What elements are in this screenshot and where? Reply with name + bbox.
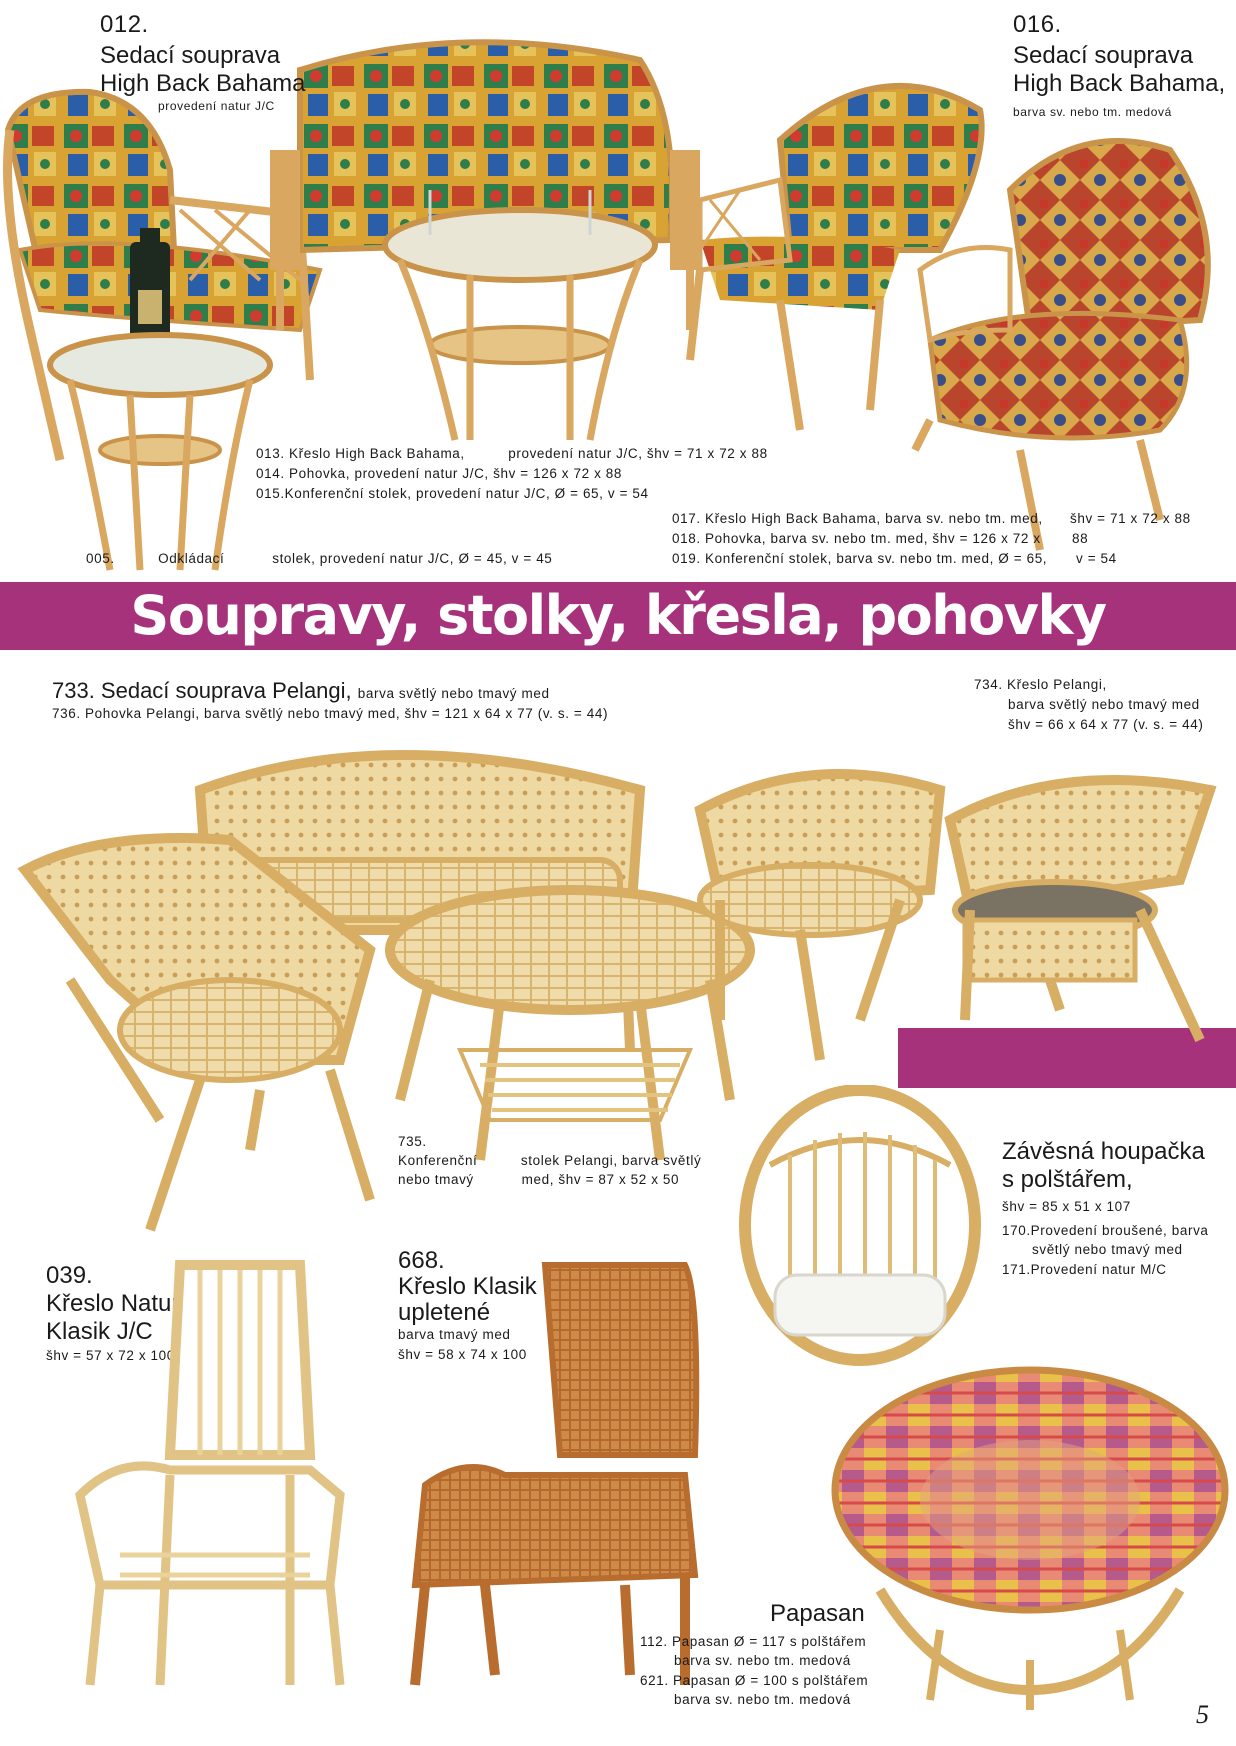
swing-item-171: 171.Provedení natur M/C (1002, 1262, 1167, 1277)
set-dims-018: 88 (1072, 531, 1089, 546)
pelangi-armchair-734 (950, 780, 1210, 1040)
table-735-line2: Konferenční stolek Pelangi, barva světlý (398, 1153, 702, 1168)
papasan-title: Papasan (770, 1600, 865, 1627)
section-banner (0, 582, 1236, 650)
pelangi-set-title (52, 678, 550, 704)
papasan-item-112: 112. Papasan Ø = 117 s polštářem (640, 1634, 867, 1649)
chair-039-title-line1: Křeslo Natur (46, 1290, 180, 1317)
product-title-line1: Sedací souprava (100, 42, 281, 69)
set-item-018: 018. Pohovka, barva sv. nebo tm. med, šhv = 126 x 72 x (672, 531, 1041, 546)
armchair-734-line3: šhv = 66 x 64 x 77 (v. s. = 44) (1008, 717, 1204, 732)
swing-dims: šhv = 85 x 51 x 107 (1002, 1199, 1131, 1214)
product-title-line2: High Back Bahama (100, 70, 306, 97)
papasan-photo (820, 1360, 1230, 1730)
section-title: Soupravy, stolky, křesla, pohovky (130, 584, 1106, 647)
set-item-014: 014. Pohovka, provedení natur J/C, šhv = 126 x 72 x 88 (256, 466, 622, 481)
product-number-012: 012. (100, 11, 149, 38)
swing-item-170: 170.Provedení broušené, barva (1002, 1223, 1209, 1238)
chair-039-photo (60, 1255, 360, 1695)
hanging-swing-photo (730, 1085, 990, 1385)
chair-039-dims: šhv = 57 x 72 x 100 (46, 1348, 175, 1363)
page-number: 5 (1196, 1700, 1209, 1729)
set-item-005: 005. Odkládací stolek, provedení natur J/C, Ø = 45, v = 45 (86, 551, 553, 566)
product-subtitle: provedení natur J/C (158, 99, 275, 113)
chair-668-number: 668. (398, 1247, 445, 1274)
chair-668-photo (385, 1255, 705, 1695)
chair-668-color: barva tmavý med (398, 1327, 511, 1342)
papasan-item-621: 621. Papasan Ø = 100 s polštářem (640, 1673, 869, 1688)
papasan-item-112-color: barva sv. nebo tm. medová (674, 1653, 851, 1668)
table-735-line1: 735. (398, 1134, 427, 1149)
set-item-017: 017. Křeslo High Back Bahama, barva sv. nebo tm. med, (672, 511, 1043, 526)
pelangi-coffee-table (390, 890, 750, 1160)
armchair-734-line1: 734. Křeslo Pelangi, (974, 677, 1107, 692)
pelangi-number-title: 733. Sedací souprava Pelangi, (52, 678, 352, 703)
product-title-line2: High Back Bahama, (1013, 70, 1226, 97)
chair-039-number: 039. (46, 1262, 93, 1289)
chair-039-title-line2: Klasik J/C (46, 1318, 153, 1345)
set-item-015: 015.Konferenční stolek, provedení natur J/C, Ø = 65, v = 54 (256, 486, 649, 501)
set-dims-019: v = 54 (1076, 551, 1117, 566)
papasan-item-621-color: barva sv. nebo tm. medová (674, 1692, 851, 1707)
swing-title-line1: Závěsná houpačka (1002, 1138, 1205, 1165)
swing-title-line2: s polštářem, (1002, 1166, 1133, 1193)
set-item-019: 019. Konferenční stolek, barva sv. nebo tm. med, Ø = 65, (672, 551, 1048, 566)
product-title-line1: Sedací souprava (1013, 42, 1194, 69)
coffee-table-natur (385, 190, 655, 440)
sofa-natur (270, 42, 700, 330)
swing-item-170-cont: světlý nebo tmavý med (1032, 1242, 1183, 1257)
product-number-016: 016. (1013, 11, 1062, 38)
set-item-013: 013. Křeslo High Back Bahama, provedení natur J/C, šhv = 71 x 72 x 88 (256, 446, 768, 461)
chair-668-title-line2: upletené (398, 1299, 491, 1326)
pelangi-sofa-desc: 736. Pohovka Pelangi, barva světlý nebo tmavý med, šhv = 121 x 64 x 77 (v. s. = 44) (52, 706, 609, 721)
armchair-734-line2: barva světlý nebo tmavý med (1008, 697, 1200, 712)
set-dims-017: šhv = 71 x 72 x 88 (1070, 511, 1191, 526)
chair-668-dims: šhv = 58 x 74 x 100 (398, 1347, 527, 1362)
pelangi-armchair-right (700, 774, 940, 1060)
product-subtitle: barva sv. nebo tm. medová (1013, 105, 1172, 119)
chair-668-title-line1: Křeslo Klasik (398, 1273, 537, 1300)
table-735-line3: nebo tmavý med, šhv = 87 x 52 x 50 (398, 1172, 680, 1187)
pelangi-title-note: barva světlý nebo tmavý med (357, 686, 550, 701)
